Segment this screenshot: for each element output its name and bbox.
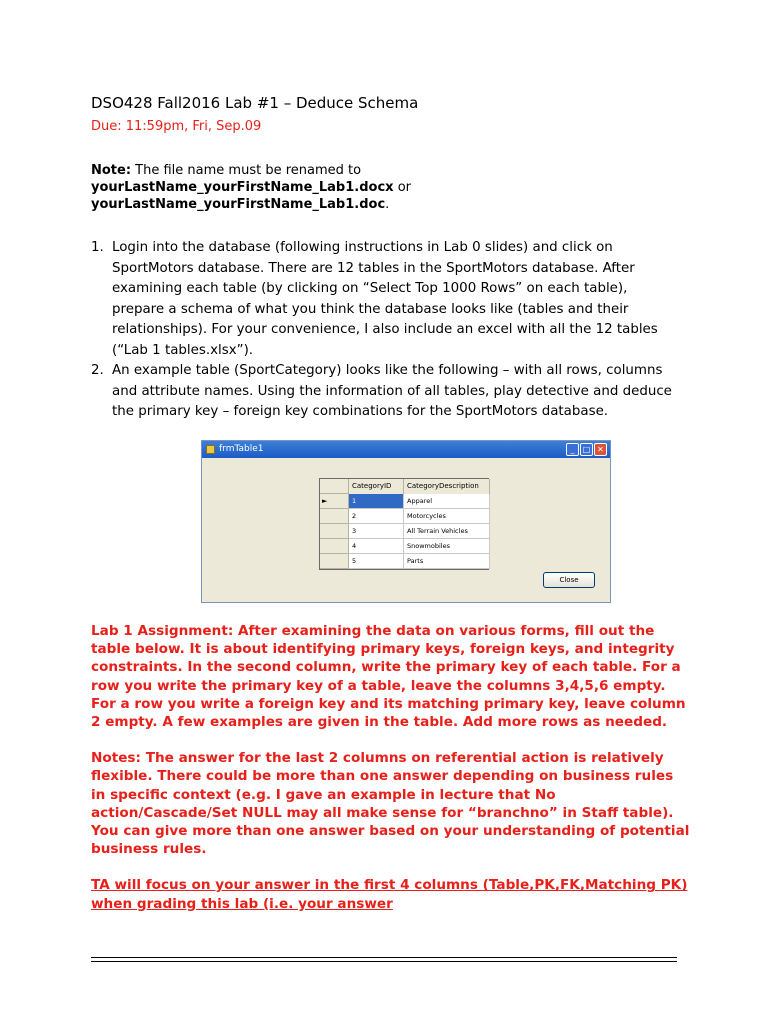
footer-divider [91,957,677,958]
file-name-note [91,162,411,213]
window-title: frmTable1 [219,444,264,454]
grid-cell[interactable]: 5 [349,554,404,569]
grid-cell[interactable]: 1 [349,494,404,509]
row-header[interactable]: ► [320,494,349,509]
close-button[interactable]: Close [543,572,595,588]
grid-corner [320,479,349,494]
grid-cell[interactable]: 4 [349,539,404,554]
row-header[interactable] [320,524,349,539]
minimize-button[interactable]: _ [566,443,579,456]
instruction-list [91,238,681,423]
grid-cell[interactable]: 3 [349,524,404,539]
row-header[interactable] [320,554,349,569]
form-icon [206,445,215,454]
grid-cell[interactable]: 2 [349,509,404,524]
grid-cell[interactable]: All Terrain Vehicles [404,524,490,539]
column-header-categoryid[interactable]: CategoryID [349,479,404,494]
ta-grading-note: TA will focus on your answer in the first 4 columns (Table,PK,FK,Matching PK) when grading this lab (i.e. your answer [91,877,688,912]
note-or: or [393,180,411,195]
instruction-step [91,361,681,423]
notes-text: Notes: The answer for the last 2 columns on referential action is relatively flexible. There could be more than one answer depending on business rules in specific context (e.g. I gave an example in lecture that No action/Cascade/Set NULL may all make sense for “branchno” in Staff table). You can give more than one answer based on your understanding of potential business rules. [91,750,690,858]
assignment-text: Lab 1 Assignment: After examining the data on various forms, fill out the table below. It is about identifying primary keys, foreign keys, and integrity constraints. In the second column, write the primary key of each table. For a row you write the primary key of a table, leave the columns 3,4,5,6 empty. For a row you write a foreign key and its matching primary key, leave column 2 empty. A few examples are given in the table. Add more rows as needed. [91,623,686,731]
note-period: . [385,197,390,212]
document-title: DSO428 Fall2016 Lab #1 – Deduce Schema [91,94,419,112]
step-number: 1. [91,240,104,255]
step-text: Login into the database (following instructions in Lab 0 slides) and click on SportMotors database. There are 12 tables in the SportMotors database. After examining each table (by clicking on “Select Top 1000 Rows” on each table), prepare a schema of what you think the database looks like (tables and their relationships). For your convenience, I also include an excel with all the 12 tables (“Lab 1 tables.xlsx”). [112,240,658,358]
file-name-docx: yourLastName_yourFirstName_Lab1.docx [91,180,394,195]
footer-divider [91,961,677,962]
grid-cell[interactable]: Parts [404,554,490,569]
note-text: The file name must be renamed to [131,163,362,178]
instruction-step [91,238,681,361]
step-number: 2. [91,363,104,378]
maximize-button[interactable]: □ [580,443,593,456]
category-grid[interactable] [319,478,489,570]
assignment-section [91,622,691,931]
close-window-button[interactable]: ✕ [594,443,607,456]
note-label: Note: [91,163,132,178]
grid-cell[interactable]: Apparel [404,494,490,509]
grid-cell[interactable]: Motorcycles [404,509,490,524]
step-text: An example table (SportCategory) looks like the following – with all rows, columns and attribute names. Using the information of all tables, play detective and deduce the primary key – foreign key combinations for the SportMotors database. [112,363,672,419]
column-header-categorydescription[interactable]: CategoryDescription [404,479,490,494]
row-header[interactable] [320,509,349,524]
due-date: Due: 11:59pm, Fri, Sep.09 [91,119,262,134]
grid-cell[interactable]: Snowmobiles [404,539,490,554]
row-header[interactable] [320,539,349,554]
window-titlebar[interactable] [202,441,610,458]
file-name-doc: yourLastName_yourFirstName_Lab1.doc [91,197,386,212]
example-table-window [201,440,611,603]
